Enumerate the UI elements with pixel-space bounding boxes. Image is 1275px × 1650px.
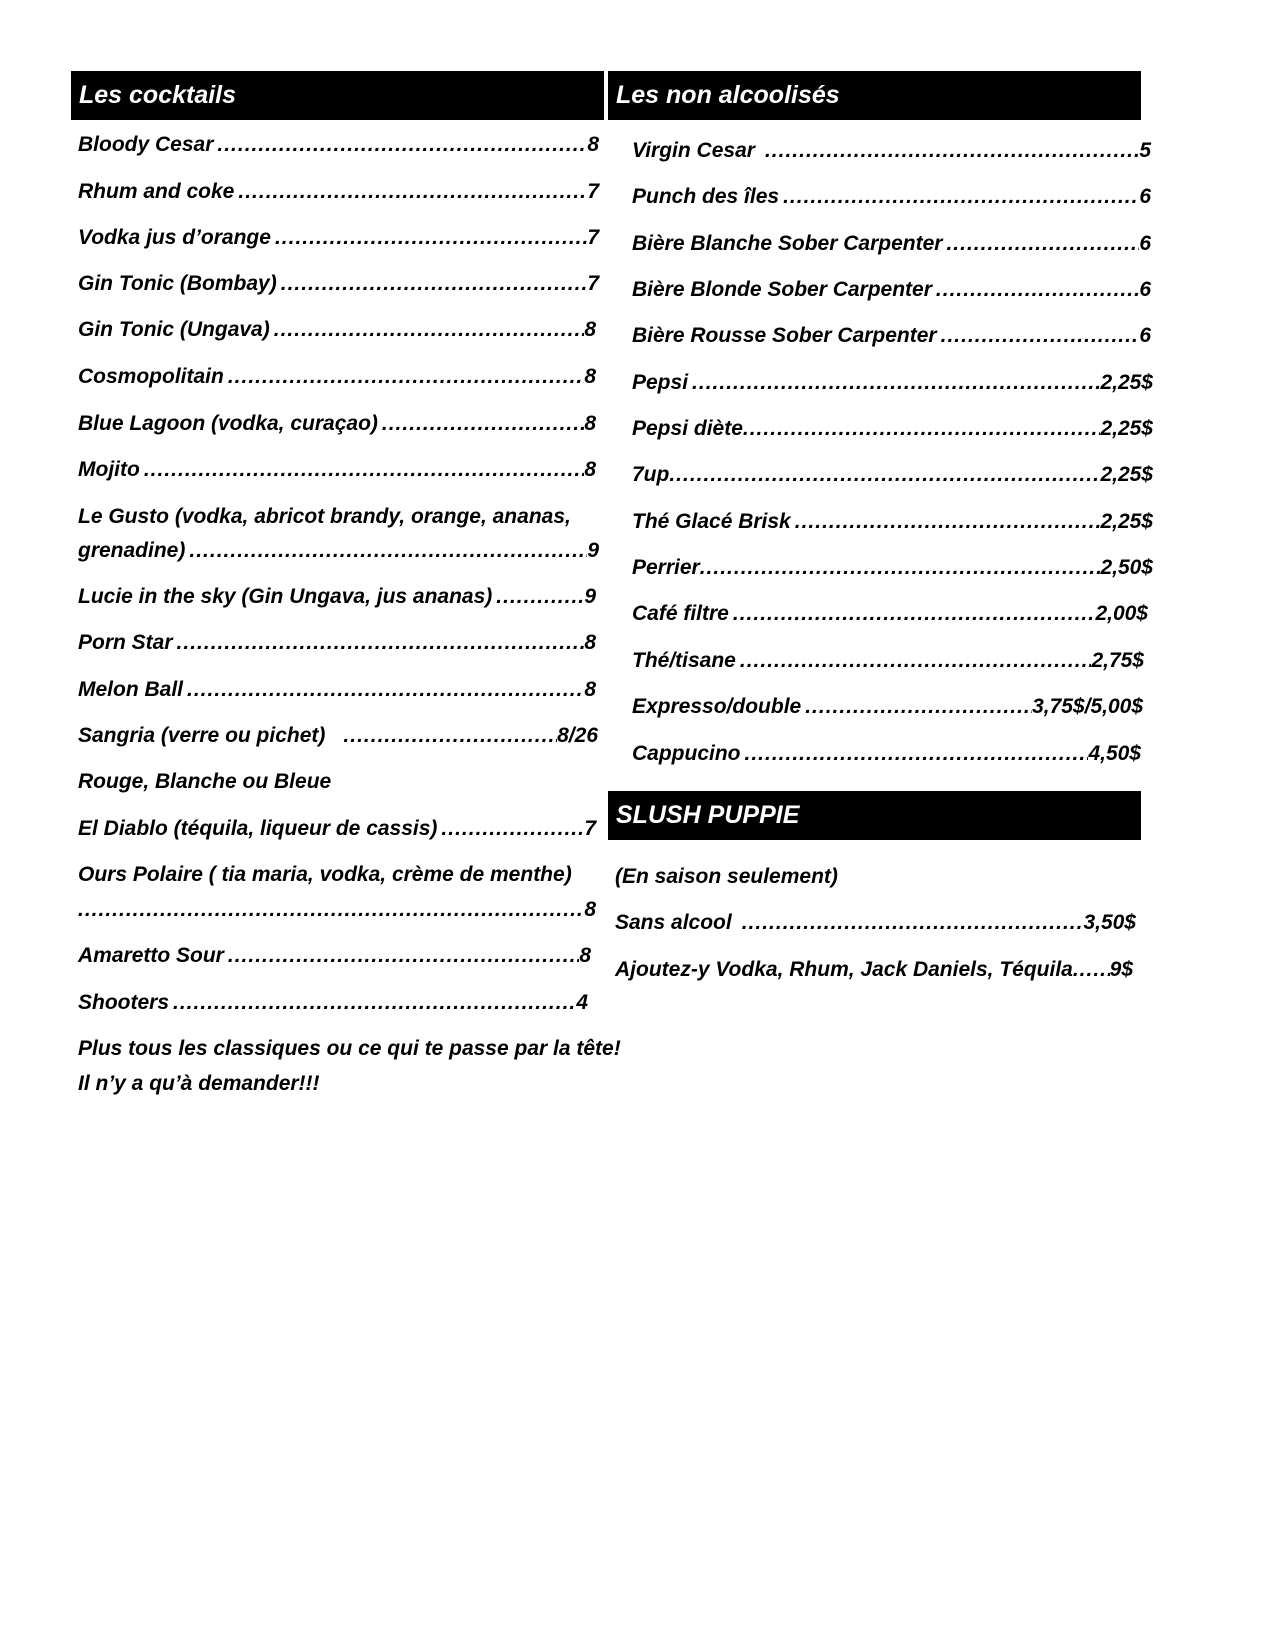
cocktails-header	[71, 71, 604, 120]
item-name: Bloody Cesar	[78, 133, 214, 156]
slush-header	[608, 791, 1141, 840]
menu-item	[78, 943, 591, 969]
item-name: Pepsi	[632, 371, 689, 394]
menu-item	[632, 370, 1153, 396]
menu-item	[632, 509, 1153, 535]
menu-item	[78, 584, 596, 610]
menu-item	[632, 138, 1151, 164]
menu-item	[632, 416, 1153, 442]
menu-item	[78, 677, 596, 703]
item-price: 2,25$	[1100, 510, 1153, 533]
item-name: Vodka jus d’orange	[78, 226, 271, 249]
item-name: Shooters	[78, 991, 170, 1014]
item-price: 6	[1139, 278, 1151, 301]
menu-item	[632, 601, 1148, 627]
item-name: Cappucino	[632, 742, 741, 765]
menu-item	[78, 457, 596, 483]
item-price: 3,50$	[1083, 911, 1136, 934]
item-price: 8	[584, 678, 596, 701]
item-price: 6	[1139, 185, 1151, 208]
item-name: Gin Tonic (Bombay)	[78, 272, 277, 295]
menu-item	[632, 741, 1141, 767]
menu-item	[78, 538, 599, 564]
item-price: 7	[587, 272, 599, 295]
menu-item	[632, 555, 1153, 581]
item-name: Expresso/double	[632, 695, 802, 718]
item-price: 8	[587, 133, 599, 156]
cocktails-footer-line: Il n’y a qu’à demander!!!	[78, 1072, 320, 1095]
menu-item	[632, 277, 1151, 303]
item-name: Thé Glacé Brisk	[632, 510, 791, 533]
slush-title: SLUSH PUPPIE	[616, 801, 800, 829]
item-name-line: Ours Polaire ( tia maria, vodka, crème de menthe)	[78, 863, 572, 886]
item-name: Pepsi diète	[632, 417, 743, 440]
item-name: Porn Star	[78, 631, 173, 654]
menu-item	[632, 323, 1151, 349]
item-price: 8	[584, 631, 596, 654]
item-name: Ajoutez-y Vodka, Rhum, Jack Daniels, Téquila	[615, 958, 1073, 981]
item-name: Bière Blanche Sober Carpenter	[632, 232, 943, 255]
item-price: 2,75$	[1091, 649, 1144, 672]
item-name: Amaretto Sour	[78, 944, 224, 967]
item-name: Gin Tonic (Ungava)	[78, 318, 270, 341]
menu-item	[78, 132, 599, 158]
sangria-note: Rouge, Blanche ou Bleue	[78, 770, 332, 793]
item-name: Blue Lagoon (vodka, curaçao)	[78, 412, 378, 435]
item-price: 3,75$/5,00$	[1032, 695, 1143, 718]
item-name: Lucie in the sky (Gin Ungava, jus ananas)	[78, 585, 493, 608]
item-price: 7	[584, 817, 596, 840]
cocktails-footer-line: Plus tous les classiques ou ce qui te passe par la tête!	[78, 1037, 621, 1060]
item-price: 8	[584, 365, 596, 388]
item-name: Bière Rousse Sober Carpenter	[632, 324, 937, 347]
item-price: 7	[587, 180, 599, 203]
item-name: grenadine)	[78, 539, 186, 562]
non-alcoholic-header	[608, 71, 1141, 120]
item-name: El Diablo (téquila, liqueur de cassis)	[78, 817, 438, 840]
menu-item	[78, 225, 599, 251]
menu-item	[78, 411, 596, 437]
menu-item	[632, 231, 1151, 257]
item-price: 9	[587, 539, 599, 562]
item-name: Punch des îles	[632, 185, 780, 208]
item-name: Mojito	[78, 458, 140, 481]
item-name: Thé/tisane	[632, 649, 736, 672]
non-alcoholic-title: Les non alcoolisés	[616, 81, 840, 109]
item-price: 9	[584, 585, 596, 608]
item-price: 2,00$	[1095, 602, 1148, 625]
item-price: 5	[1139, 139, 1151, 162]
item-price: 6	[1139, 232, 1151, 255]
item-price: 8	[584, 898, 596, 921]
menu-item	[78, 179, 599, 205]
item-price: 9$	[1109, 958, 1133, 981]
item-price: 2,25$	[1100, 463, 1153, 486]
menu-item	[78, 630, 596, 656]
item-price: 8/26	[557, 724, 598, 747]
menu-item	[632, 648, 1144, 674]
item-price: 2,50$	[1100, 556, 1153, 579]
item-price: 2,25$	[1100, 371, 1153, 394]
item-price: 4,50$	[1088, 742, 1141, 765]
item-name: 7up	[632, 463, 670, 486]
menu-item	[78, 897, 596, 923]
item-price: 8	[584, 458, 596, 481]
menu-item	[78, 364, 596, 390]
item-name: Melon Ball	[78, 678, 184, 701]
item-name: Virgin Cesar	[632, 139, 755, 162]
item-name: Rhum and coke	[78, 180, 235, 203]
menu-item	[78, 317, 596, 343]
item-name-line: Le Gusto (vodka, abricot brandy, orange, ananas,	[78, 505, 571, 528]
item-price: 8	[579, 944, 591, 967]
item-price: 6	[1139, 324, 1151, 347]
item-name: Perrier	[632, 556, 700, 579]
item-name: Sans alcool	[615, 911, 732, 934]
menu-item	[78, 816, 596, 842]
menu-item	[78, 723, 598, 749]
menu-item	[632, 462, 1153, 488]
item-name: Sangria (verre ou pichet)	[78, 724, 326, 747]
menu-item	[615, 910, 1136, 936]
menu-item	[632, 184, 1151, 210]
menu-item	[615, 957, 1133, 983]
cocktails-title: Les cocktails	[79, 81, 237, 109]
menu-item	[78, 271, 599, 297]
item-price: 8	[584, 412, 596, 435]
item-name: Bière Blonde Sober Carpenter	[632, 278, 932, 301]
item-price: 2,25$	[1100, 417, 1153, 440]
item-price: 7	[587, 226, 599, 249]
slush-note: (En saison seulement)	[615, 865, 838, 888]
item-price: 8	[584, 318, 596, 341]
menu-item	[632, 694, 1143, 720]
item-price: 4	[576, 991, 588, 1014]
item-name: Café filtre	[632, 602, 729, 625]
menu-item	[78, 990, 588, 1016]
item-name: Cosmopolitain	[78, 365, 224, 388]
